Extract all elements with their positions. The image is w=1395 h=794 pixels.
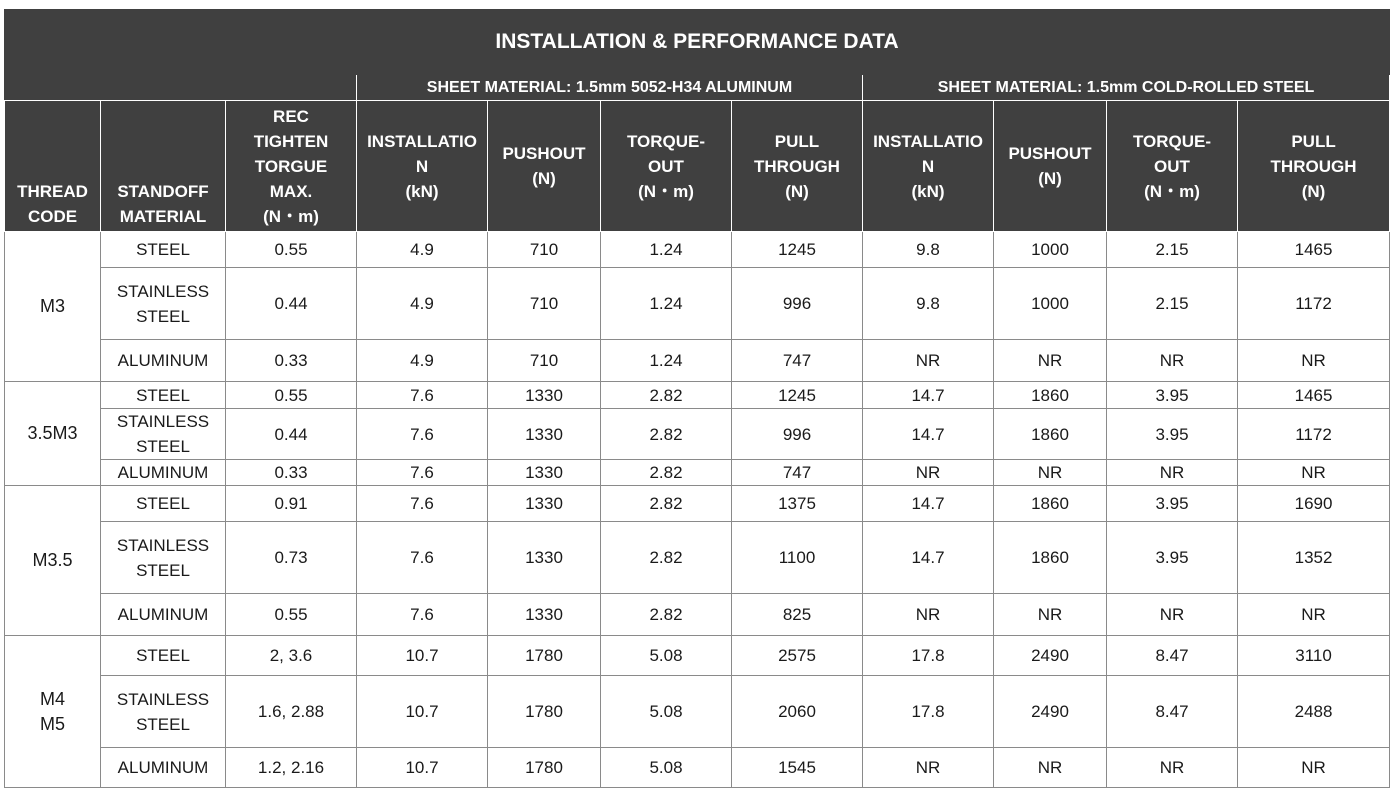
value-cell-torque-out-steel: NR (1107, 340, 1238, 382)
value-cell-torque-out-steel: 3.95 (1107, 409, 1238, 460)
value-cell-rec-tighten-torque: 2, 3.6 (226, 636, 357, 676)
standoff-material-cell (101, 522, 226, 594)
value-cell-rec-tighten-torque: 0.73 (226, 522, 357, 594)
column-header-torque-out-aluminum (601, 101, 732, 232)
thread-code-cell (5, 636, 101, 788)
value-cell-pull-through-aluminum: 747 (732, 340, 863, 382)
value-cell-installation-aluminum: 7.6 (357, 382, 488, 409)
value-cell-pull-through-steel: NR (1238, 460, 1390, 486)
standoff-material-cell (101, 460, 226, 486)
value-cell-pushout-steel: 2490 (994, 636, 1107, 676)
performance-data-table-container (4, 9, 1389, 788)
value-cell-rec-tighten-torque: 1.6, 2.88 (226, 676, 357, 748)
value-cell-torque-out-steel: 3.95 (1107, 522, 1238, 594)
table-title: INSTALLATION & PERFORMANCE DATA (5, 10, 1390, 75)
value-cell-installation-steel: 17.8 (863, 676, 994, 748)
value-cell-installation-aluminum: 4.9 (357, 340, 488, 382)
value-cell-pull-through-steel: 1465 (1238, 232, 1390, 268)
value-cell-installation-steel: NR (863, 340, 994, 382)
thread-code-text: M3.5 (32, 550, 73, 570)
standoff-material-cell (101, 382, 226, 409)
value-cell-rec-tighten-torque: 1.2, 2.16 (226, 748, 357, 788)
performance-data-table (4, 9, 1390, 788)
thread-code-text: 3.5M3 (27, 423, 78, 443)
value-cell-pull-through-aluminum: 2060 (732, 676, 863, 748)
value-cell-pull-through-aluminum: 747 (732, 460, 863, 486)
value-cell-torque-out-steel: 3.95 (1107, 486, 1238, 522)
value-cell-pull-through-aluminum: 996 (732, 409, 863, 460)
standoff-material-cell (101, 409, 226, 460)
value-cell-installation-steel: 14.7 (863, 382, 994, 409)
table-row (5, 636, 1390, 676)
standoff-material-text: STAINLESS (116, 535, 210, 555)
column-header-text: INSTALLATIO (367, 131, 477, 151)
column-header-text: (N・m) (1144, 181, 1200, 201)
value-cell-installation-aluminum: 10.7 (357, 636, 488, 676)
value-cell-pull-through-aluminum: 825 (732, 594, 863, 636)
value-cell-pushout-aluminum: 1780 (488, 636, 601, 676)
column-header-text: (N) (1301, 181, 1326, 201)
column-header-text: (kN) (405, 181, 439, 201)
value-cell-installation-steel: 9.8 (863, 232, 994, 268)
thread-code-text: M3 (39, 296, 65, 316)
value-cell-pushout-steel: NR (994, 340, 1107, 382)
thread-code-cell (5, 486, 101, 636)
column-header-pull-through-aluminum (732, 101, 863, 232)
value-cell-rec-tighten-torque: 0.44 (226, 409, 357, 460)
column-header-text: (N) (1038, 169, 1062, 188)
value-cell-pull-through-aluminum: 1245 (732, 382, 863, 409)
group-header-blank (5, 75, 357, 101)
value-cell-pushout-steel: 1860 (994, 486, 1107, 522)
column-header-rec-tighten-torque (226, 101, 357, 232)
standoff-material-text: STAINLESS (116, 412, 210, 431)
value-cell-torque-out-aluminum: 1.24 (601, 340, 732, 382)
column-header-text: STANDOFF (117, 182, 209, 201)
value-cell-installation-steel: 14.7 (863, 486, 994, 522)
standoff-material-text: STEEL (136, 714, 190, 734)
column-header-text: THROUGH (754, 156, 840, 176)
value-cell-pushout-aluminum: 1330 (488, 522, 601, 594)
value-cell-installation-aluminum: 7.6 (357, 409, 488, 460)
value-cell-pushout-steel: 1860 (994, 382, 1107, 409)
standoff-material-cell (101, 676, 226, 748)
value-cell-rec-tighten-torque: 0.55 (226, 594, 357, 636)
standoff-material-text: STAINLESS (116, 281, 210, 301)
value-cell-torque-out-steel: 8.47 (1107, 676, 1238, 748)
value-cell-rec-tighten-torque: 0.44 (226, 268, 357, 340)
value-cell-torque-out-aluminum: 5.08 (601, 676, 732, 748)
column-header-thread-code (5, 101, 101, 232)
standoff-material-text: ALUMINUM (117, 758, 209, 777)
value-cell-torque-out-aluminum: 2.82 (601, 460, 732, 486)
value-cell-pull-through-steel: NR (1238, 748, 1390, 788)
standoff-material-text: STAINLESS (116, 689, 210, 709)
table-row (5, 486, 1390, 522)
value-cell-torque-out-aluminum: 2.82 (601, 522, 732, 594)
value-cell-installation-aluminum: 4.9 (357, 268, 488, 340)
value-cell-torque-out-steel: NR (1107, 460, 1238, 486)
value-cell-installation-aluminum: 10.7 (357, 748, 488, 788)
value-cell-installation-aluminum: 7.6 (357, 522, 488, 594)
value-cell-pushout-aluminum: 710 (488, 340, 601, 382)
column-header-text: (N・m) (263, 206, 319, 226)
column-header-text: TIGHTEN (253, 131, 329, 151)
standoff-material-cell (101, 232, 226, 268)
column-header-text: PULL (1291, 131, 1336, 151)
thread-code-text: M4 (39, 688, 65, 709)
table-row (5, 594, 1390, 636)
table-row (5, 409, 1390, 460)
table-row (5, 748, 1390, 788)
value-cell-rec-tighten-torque: 0.33 (226, 460, 357, 486)
standoff-material-text: STEEL (136, 494, 190, 513)
value-cell-pushout-aluminum: 1780 (488, 748, 601, 788)
value-cell-pull-through-steel: NR (1238, 594, 1390, 636)
value-cell-pull-through-aluminum: 1100 (732, 522, 863, 594)
column-header-text: N (921, 156, 935, 176)
column-header-text: REC (273, 106, 309, 126)
value-cell-pushout-aluminum: 1330 (488, 594, 601, 636)
column-header-text: PUSHOUT (1008, 144, 1092, 163)
table-row (5, 460, 1390, 486)
column-header-text: PULL (774, 131, 820, 151)
thread-code-cell (5, 232, 101, 382)
value-cell-installation-aluminum: 10.7 (357, 676, 488, 748)
column-header-text: MATERIAL (119, 207, 207, 226)
standoff-material-text: ALUMINUM (117, 605, 209, 624)
value-cell-torque-out-aluminum: 2.82 (601, 409, 732, 460)
value-cell-installation-steel: 14.7 (863, 409, 994, 460)
column-header-pull-through-steel (1238, 101, 1390, 232)
value-cell-pull-through-aluminum: 1245 (732, 232, 863, 268)
column-header-text: PUSHOUT (502, 144, 586, 163)
column-header-text: THREAD (17, 182, 88, 201)
value-cell-pushout-steel: 2490 (994, 676, 1107, 748)
value-cell-pull-through-steel: NR (1238, 340, 1390, 382)
standoff-material-text: ALUMINUM (117, 463, 209, 482)
value-cell-pushout-steel: NR (994, 460, 1107, 486)
standoff-material-cell (101, 748, 226, 788)
value-cell-pushout-steel: 1860 (994, 409, 1107, 460)
value-cell-torque-out-aluminum: 2.82 (601, 594, 732, 636)
column-header-text: (kN) (911, 181, 945, 201)
group-header-steel-sheet: SHEET MATERIAL: 1.5mm COLD-ROLLED STEEL (863, 75, 1390, 101)
value-cell-pushout-aluminum: 1330 (488, 409, 601, 460)
value-cell-pushout-steel: NR (994, 594, 1107, 636)
value-cell-pull-through-aluminum: 996 (732, 268, 863, 340)
table-row (5, 522, 1390, 594)
value-cell-pushout-aluminum: 1330 (488, 486, 601, 522)
value-cell-installation-aluminum: 7.6 (357, 460, 488, 486)
value-cell-pushout-steel: NR (994, 748, 1107, 788)
standoff-material-cell (101, 636, 226, 676)
table-row (5, 382, 1390, 409)
standoff-material-text: STEEL (136, 437, 190, 456)
column-header-text: OUT (648, 156, 684, 176)
table-row (5, 340, 1390, 382)
value-cell-pushout-steel: 1860 (994, 522, 1107, 594)
column-header-torque-out-steel (1107, 101, 1238, 232)
standoff-material-cell (101, 486, 226, 522)
value-cell-rec-tighten-torque: 0.55 (226, 382, 357, 409)
standoff-material-text: STEEL (136, 646, 190, 665)
table-body (5, 232, 1390, 788)
group-header-aluminum-sheet: SHEET MATERIAL: 1.5mm 5052-H34 ALUMINUM (357, 75, 863, 101)
standoff-material-cell (101, 268, 226, 340)
value-cell-pushout-aluminum: 710 (488, 268, 601, 340)
value-cell-rec-tighten-torque: 0.33 (226, 340, 357, 382)
value-cell-torque-out-aluminum: 5.08 (601, 748, 732, 788)
value-cell-pull-through-aluminum: 1545 (732, 748, 863, 788)
value-cell-pushout-aluminum: 1330 (488, 460, 601, 486)
value-cell-pushout-aluminum: 710 (488, 232, 601, 268)
value-cell-installation-steel: 14.7 (863, 522, 994, 594)
column-header-text: N (415, 156, 429, 176)
column-header-text: TORGUE (254, 156, 328, 176)
value-cell-installation-steel: NR (863, 594, 994, 636)
thread-code-text: M5 (39, 713, 65, 734)
column-header-standoff-material (101, 101, 226, 232)
value-cell-torque-out-steel: 2.15 (1107, 268, 1238, 340)
value-cell-installation-aluminum: 7.6 (357, 486, 488, 522)
column-header-text: TORQUE- (626, 131, 706, 151)
column-header-text: INSTALLATIO (873, 131, 983, 151)
value-cell-torque-out-steel: NR (1107, 594, 1238, 636)
value-cell-installation-steel: 17.8 (863, 636, 994, 676)
standoff-material-cell (101, 594, 226, 636)
standoff-material-text: STEEL (136, 240, 190, 259)
column-header-row (5, 101, 1390, 232)
value-cell-torque-out-aluminum: 2.82 (601, 486, 732, 522)
value-cell-installation-aluminum: 4.9 (357, 232, 488, 268)
value-cell-pull-through-steel: 1465 (1238, 382, 1390, 409)
value-cell-pull-through-steel: 2488 (1238, 676, 1390, 748)
value-cell-pull-through-steel: 1172 (1238, 409, 1390, 460)
standoff-material-text: STEEL (136, 306, 190, 326)
standoff-material-text: STEEL (136, 385, 190, 405)
thread-code-cell (5, 382, 101, 486)
column-header-text: (N) (785, 181, 809, 201)
value-cell-pushout-steel: 1000 (994, 232, 1107, 268)
column-header-text: (N・m) (638, 181, 694, 201)
standoff-material-text: STEEL (136, 560, 190, 580)
column-header-pushout-aluminum (488, 101, 601, 232)
value-cell-torque-out-steel: 8.47 (1107, 636, 1238, 676)
standoff-material-text: ALUMINUM (117, 351, 209, 370)
value-cell-pull-through-steel: 1352 (1238, 522, 1390, 594)
standoff-material-cell (101, 340, 226, 382)
value-cell-pull-through-steel: 1690 (1238, 486, 1390, 522)
table-row (5, 676, 1390, 748)
column-header-pushout-steel (994, 101, 1107, 232)
value-cell-pushout-steel: 1000 (994, 268, 1107, 340)
column-header-text: OUT (1154, 156, 1190, 176)
value-cell-pushout-aluminum: 1330 (488, 382, 601, 409)
column-header-text: MAX. (269, 181, 313, 201)
column-header-text: (N) (532, 169, 556, 188)
value-cell-installation-steel: 9.8 (863, 268, 994, 340)
value-cell-installation-steel: NR (863, 460, 994, 486)
value-cell-torque-out-steel: 3.95 (1107, 382, 1238, 409)
value-cell-torque-out-aluminum: 2.82 (601, 382, 732, 409)
value-cell-pull-through-aluminum: 1375 (732, 486, 863, 522)
value-cell-torque-out-steel: NR (1107, 748, 1238, 788)
value-cell-installation-steel: NR (863, 748, 994, 788)
value-cell-installation-aluminum: 7.6 (357, 594, 488, 636)
value-cell-pull-through-steel: 3110 (1238, 636, 1390, 676)
value-cell-torque-out-aluminum: 5.08 (601, 636, 732, 676)
column-header-installation-aluminum (357, 101, 488, 232)
value-cell-rec-tighten-torque: 0.55 (226, 232, 357, 268)
column-header-text: CODE (27, 207, 78, 226)
column-header-text: TORQUE- (1132, 131, 1212, 151)
value-cell-torque-out-steel: 2.15 (1107, 232, 1238, 268)
value-cell-rec-tighten-torque: 0.91 (226, 486, 357, 522)
table-row (5, 232, 1390, 268)
value-cell-pull-through-steel: 1172 (1238, 268, 1390, 340)
value-cell-pushout-aluminum: 1780 (488, 676, 601, 748)
value-cell-torque-out-aluminum: 1.24 (601, 268, 732, 340)
value-cell-torque-out-aluminum: 1.24 (601, 232, 732, 268)
table-row (5, 268, 1390, 340)
column-header-text: THROUGH (1270, 156, 1357, 176)
column-header-installation-steel (863, 101, 994, 232)
value-cell-pull-through-aluminum: 2575 (732, 636, 863, 676)
